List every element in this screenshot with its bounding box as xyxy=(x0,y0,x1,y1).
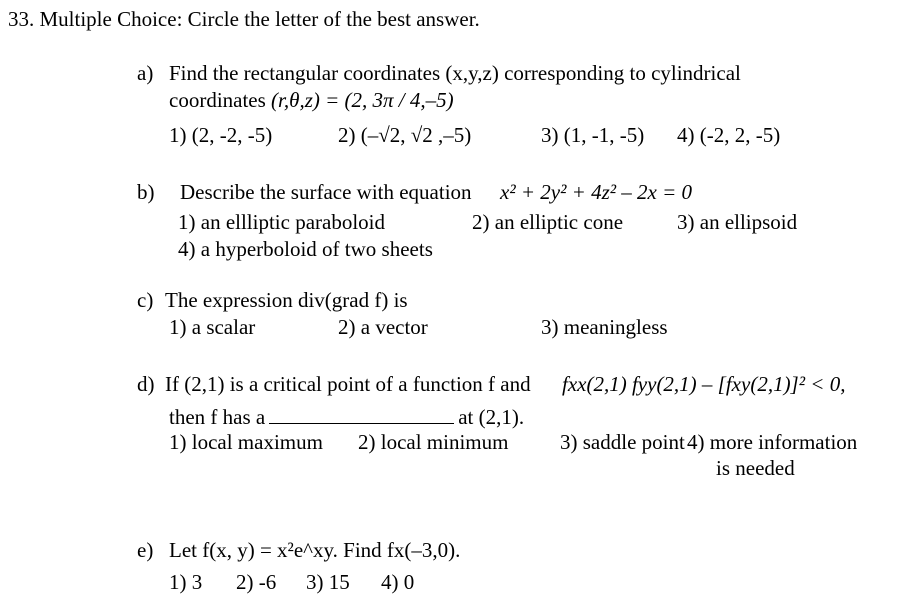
answer-blank xyxy=(269,406,454,424)
part-c-option-1: 1) a scalar xyxy=(169,315,256,339)
part-a-letter: a) xyxy=(137,61,154,85)
part-b-option-2: 2) an elliptic cone xyxy=(472,210,624,234)
part-e-option-4: 4) 0 xyxy=(381,570,415,594)
part-d-prompt: If (2,1) is a critical point of a function f and xyxy=(165,372,531,396)
part-a-option-2: 2) (–√2, √2 ,–5) xyxy=(338,123,472,147)
part-d-option-4-continued: is needed xyxy=(716,456,795,480)
part-a-line2-prefix: coordinates xyxy=(169,88,266,112)
part-d-line2-before: then f has a xyxy=(169,405,266,429)
part-c-letter: c) xyxy=(137,288,154,312)
part-b-equation: x² + 2y² + 4z² – 2x = 0 xyxy=(500,180,693,204)
part-d-line2 xyxy=(169,406,524,428)
part-a-option-1: 1) (2, -2, -5) xyxy=(169,123,273,147)
part-d-line2-after: at (2,1). xyxy=(458,405,525,429)
part-b-option-1: 1) an ellliptic paraboloid xyxy=(178,210,386,234)
part-d-option-1: 1) local maximum xyxy=(169,430,323,454)
part-d-option-3: 3) saddle point xyxy=(560,430,685,454)
part-a-prompt: Find the rectangular coordinates (x,y,z) corresponding to cylindrical xyxy=(169,61,741,85)
part-a-line2 xyxy=(169,90,454,111)
part-a-option-3: 3) (1, -1, -5) xyxy=(541,123,645,147)
part-d-option-2: 2) local minimum xyxy=(358,430,509,454)
part-e-prompt: Let f(x, y) = x²e^xy. Find fx(–3,0). xyxy=(169,538,461,562)
part-e-letter: e) xyxy=(137,538,154,562)
part-e-option-3: 3) 15 xyxy=(306,570,350,594)
part-d-condition: fxx(2,1) fyy(2,1) – [fxy(2,1)]² < 0, xyxy=(562,372,846,396)
part-c-option-3: 3) meaningless xyxy=(541,315,668,339)
part-c-prompt: The expression div(grad f) is xyxy=(165,288,408,312)
part-d-option-4: 4) more information xyxy=(687,430,858,454)
part-b-option-4: 4) a hyperboloid of two sheets xyxy=(178,237,433,261)
part-b-letter: b) xyxy=(137,180,155,204)
part-a-option-4: 4) (-2, 2, -5) xyxy=(677,123,781,147)
part-a-coords-expr: (r,θ,z) = (2, 3π / 4,–5) xyxy=(271,88,454,112)
part-b-option-3: 3) an ellipsoid xyxy=(677,210,798,234)
part-c-option-2: 2) a vector xyxy=(338,315,428,339)
part-d-letter: d) xyxy=(137,372,155,396)
question-header: 33. Multiple Choice: Circle the letter of the best answer. xyxy=(8,7,480,31)
part-e-option-2: 2) -6 xyxy=(236,570,277,594)
part-b-prompt: Describe the surface with equation xyxy=(180,180,472,204)
part-e-option-1: 1) 3 xyxy=(169,570,203,594)
